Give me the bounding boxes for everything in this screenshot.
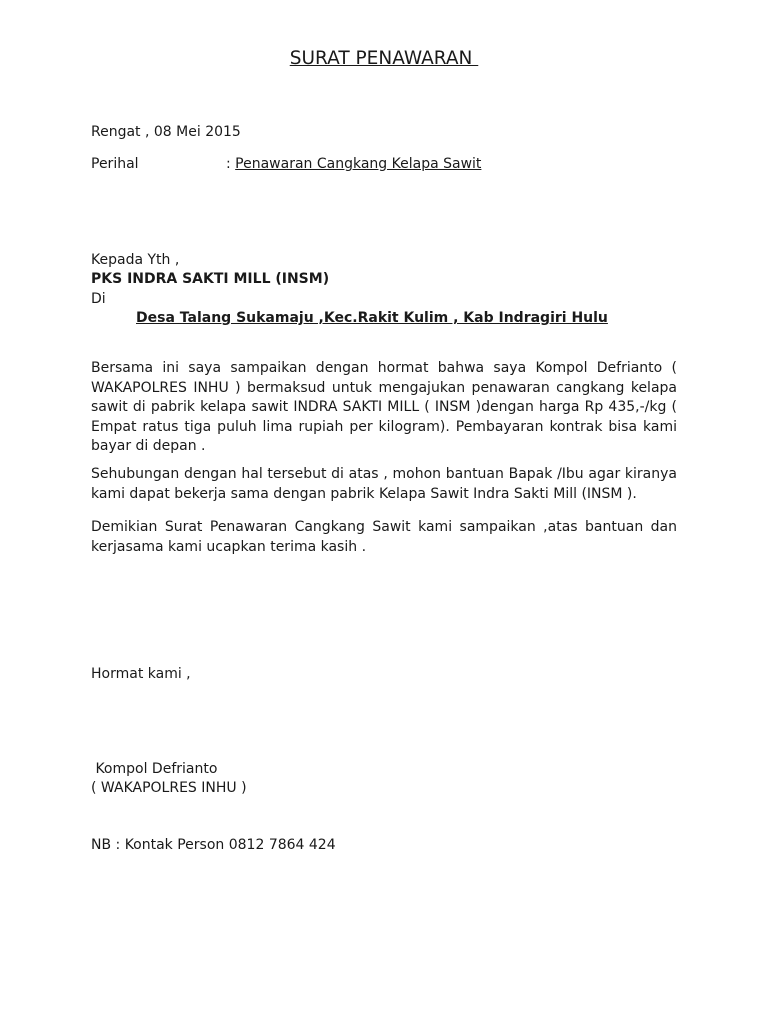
letter-title: SURAT PENAWARAN — [289, 48, 479, 69]
body-paragraph-3: Demikian Surat Penawaran Cangkang Sawit kami sampaikan ,atas bantuan dan kerjasama kami ucapkan terima kasih . — [91, 519, 677, 555]
body-paragraph-2: Sehubungan dengan hal tersebut di atas , mohon bantuan Bapak /Ibu agar kiranya kami dapat bekerja sama dengan pabrik Kelapa Sawit Indra Sakti Mill (INSM ). — [91, 466, 677, 502]
subject-colon: : — [226, 156, 231, 172]
signer-title: ( WAKAPOLRES INHU ) — [91, 780, 247, 796]
subject-label: Perihal — [91, 156, 139, 172]
subject-value: Penawaran Cangkang Kelapa Sawit — [235, 156, 482, 172]
subject-line — [226, 155, 481, 174]
body-paragraph-1: Bersama ini saya sampaikan dengan hormat bahwa saya Kompol Defrianto ( WAKAPOLRES INHU ) bermaksud untuk mengajukan penawaran cangkang kelapa sawit di pabrik kelapa sawit INDRA SAKTI MILL ( INSM )dengan harga Rp 435,-/kg ( Empat ratus tiga puluh lima rupiah per kilogram). Pembayaran kontrak bisa kami bayar di depan . — [91, 360, 677, 454]
contact-note: NB : Kontak Person 0812 7864 424 — [91, 837, 336, 853]
recipient-name: PKS INDRA SAKTI MILL (INSM) — [91, 271, 330, 287]
closing: Hormat kami , — [91, 666, 191, 682]
recipient-at: Di — [91, 291, 106, 307]
signer-name: Kompol Defrianto — [91, 761, 218, 777]
letter-date: Rengat , 08 Mei 2015 — [91, 124, 241, 140]
salutation: Kepada Yth , — [91, 252, 180, 268]
recipient-address: Desa Talang Sukamaju ,Kec.Rakit Kulim , Kab Indragiri Hulu — [136, 310, 608, 326]
